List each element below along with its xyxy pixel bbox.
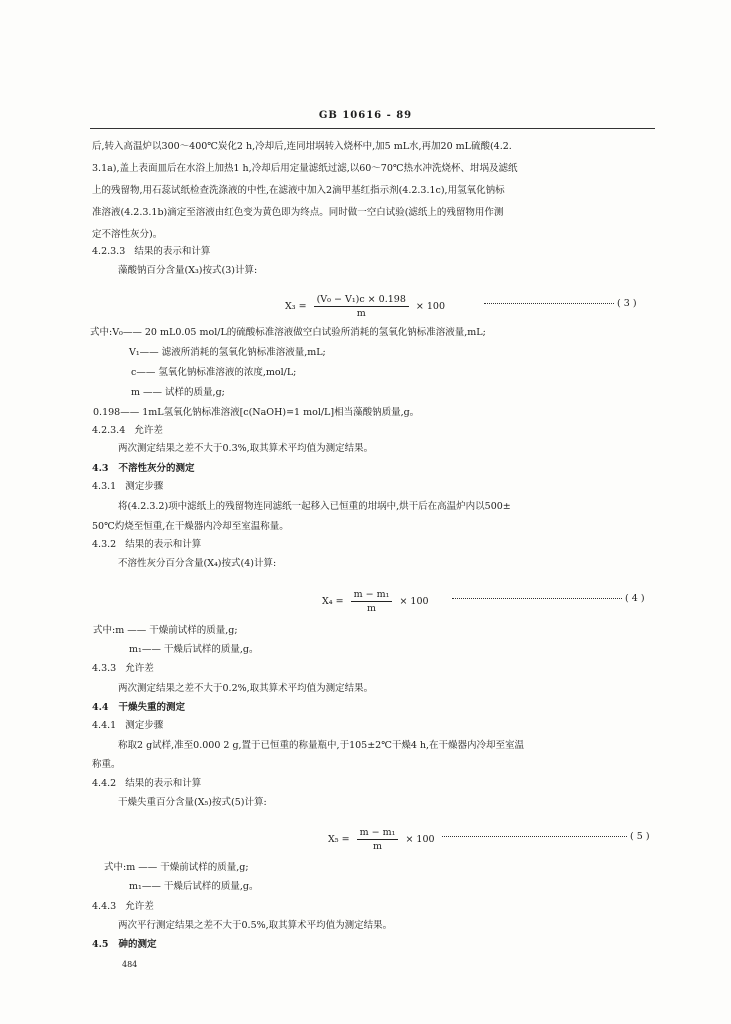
- document-header: GB 10616 - 89: [318, 110, 413, 121]
- section-title: 结果的表示和计算: [125, 539, 202, 550]
- section-title: 干燥失重的测定: [118, 702, 185, 713]
- leader-dots: [452, 598, 622, 599]
- leader-dots: [442, 836, 627, 837]
- section-4-2-3-4-text: 两次测定结果之差不大于0.3%,取其算术平均值为测定结果。: [118, 443, 374, 454]
- section-number: 4.2.3.3: [92, 246, 126, 257]
- section-4-4-1-line: 称取2 g试样,准至0.000 2 g,置于已恒重的称量瓶中,于105±2℃干燥4 h,在干燥器内冷却至室温: [118, 740, 525, 751]
- var-line: 式中:m —— 干燥前试样的质量,g;: [104, 862, 249, 873]
- section-number: 4.5: [92, 939, 109, 950]
- formula-label: ( 4 ): [625, 593, 645, 604]
- section-title: 砷的测定: [118, 939, 157, 950]
- section-number: 4.3.3: [92, 663, 117, 674]
- section-title: 测定步骤: [125, 481, 164, 492]
- section-title: 允许差: [125, 901, 154, 912]
- section-4-3-heading: [92, 460, 194, 474]
- formula-numerator: m − m₁: [357, 826, 399, 840]
- formula-fraction: [314, 293, 409, 320]
- var-line: 式中:m —— 干燥前试样的质量,g;: [93, 625, 238, 636]
- section-4-4-3-text: 两次平行测定结果之差不大于0.5%,取其算术平均值为测定结果。: [118, 920, 393, 931]
- section-4-5-heading: [92, 936, 156, 950]
- section-4-3-1-heading: [92, 478, 163, 492]
- section-4-4-2-text: 干燥失重百分含量(X₅)按式(5)计算:: [118, 797, 267, 808]
- formula-4-leader: [452, 593, 645, 604]
- section-4-3-2-text: 不溶性灰分百分含量(X₄)按式(4)计算:: [118, 558, 277, 569]
- var-line: 0.198—— 1mL氢氧化钠标准溶液[c(NaOH)=1 mol/L]相当藻酸钠质量,g。: [93, 407, 420, 418]
- formula-3: [285, 293, 445, 320]
- formula-tail: × 100: [415, 301, 446, 312]
- section-number: 4.4.1: [92, 720, 117, 731]
- intro-paragraph: [92, 136, 662, 246]
- leader-dots: [484, 303, 614, 304]
- formula-denominator: m: [356, 308, 366, 319]
- var-line: c—— 氢氧化钠标准溶液的浓度,mol/L;: [131, 367, 297, 378]
- intro-line: 后,转入高温炉以300～400℃炭化2 h,冷却后,连同坩埚转入烧杯中,加5 mL水,再加20 mL硫酸(4.2.: [92, 141, 512, 152]
- formula-fraction: [357, 826, 399, 853]
- section-4-4-heading: [92, 699, 185, 713]
- var-line: 式中:V₀—— 20 mL0.05 mol/L的硫酸标准溶液做空白试验所消耗的氢氧化钠标准溶液量,mL;: [90, 327, 486, 338]
- section-number: 4.4: [92, 702, 109, 713]
- page-number: 484: [122, 960, 138, 969]
- formula-lhs: X₄ =: [322, 596, 344, 607]
- intro-line: 准溶液(4.2.3.1b)滴定至溶液由红色变为黄色即为终点。同时做一空白试验(滤纸上的残留物用作测: [92, 207, 504, 218]
- intro-line: 3.1a),盖上表面皿后在水浴上加热1 h,冷却后用定量滤纸过滤,以60～70℃热水冲洗烧杯、坩埚及滤纸: [92, 163, 518, 174]
- section-number: 4.3.2: [92, 539, 117, 550]
- formula-lhs: X₅ =: [328, 834, 350, 845]
- formula-3-leader: [484, 298, 637, 309]
- section-4-2-3-4-heading: [92, 422, 163, 436]
- formula-denominator: m: [367, 603, 377, 614]
- intro-line: 定不溶性灰分)。: [92, 229, 163, 240]
- section-number: 4.2.3.4: [92, 425, 126, 436]
- intro-line: 上的残留物,用石蕊试纸检查洗涤液的中性,在滤液中加入2滴甲基红指示剂(4.2.3.1c),用氢氧化钠标: [92, 185, 505, 196]
- section-4-3-3-text: 两次测定结果之差不大于0.2%,取其算术平均值为测定结果。: [118, 683, 374, 694]
- header-rule: [90, 128, 655, 129]
- section-title: 允许差: [125, 663, 154, 674]
- section-4-3-1-line: 50℃灼烧至恒重,在干燥器内冷却至室温称量。: [92, 521, 289, 532]
- section-title: 结果的表示和计算: [125, 778, 202, 789]
- formula-fraction: [351, 588, 393, 615]
- var-line: m₁—— 干燥后试样的质量,g。: [129, 644, 259, 655]
- formula-denominator: m: [373, 841, 383, 852]
- formula-numerator: (V₀ − V₁)c × 0.198: [314, 293, 409, 307]
- section-title: 允许差: [134, 425, 163, 436]
- formula-numerator: m − m₁: [351, 588, 393, 602]
- section-title: 结果的表示和计算: [134, 246, 211, 257]
- section-number: 4.4.3: [92, 901, 117, 912]
- section-number: 4.3: [92, 463, 109, 474]
- section-4-2-3-3-heading: [92, 243, 210, 257]
- section-title: 测定步骤: [125, 720, 164, 731]
- section-title: 不溶性灰分的测定: [118, 463, 195, 474]
- section-4-3-3-heading: [92, 660, 154, 674]
- formula-lhs: X₃ =: [285, 301, 307, 312]
- section-4-4-1-heading: [92, 717, 163, 731]
- section-4-4-1-line: 称重。: [92, 759, 121, 770]
- formula-5-leader: [442, 831, 650, 842]
- var-line: V₁—— 滤液所消耗的氢氧化钠标准溶液量,mL;: [129, 347, 326, 358]
- formula-4: [322, 588, 429, 615]
- section-4-4-2-heading: [92, 775, 201, 789]
- formula-label: ( 3 ): [617, 298, 637, 309]
- section-4-2-3-3-text: 藻酸钠百分含量(X₃)按式(3)计算:: [118, 265, 258, 276]
- var-line: m₁—— 干燥后试样的质量,g。: [129, 881, 259, 892]
- section-4-3-2-heading: [92, 536, 201, 550]
- formula-tail: × 100: [405, 834, 435, 845]
- section-4-4-3-heading: [92, 898, 154, 912]
- section-4-3-1-line: 将(4.2.3.2)项中滤纸上的残留物连同滤纸一起移入已恒重的坩埚中,烘干后在高温炉内以500±: [118, 501, 511, 512]
- formula-5: [328, 826, 435, 853]
- formula-label: ( 5 ): [630, 831, 650, 842]
- var-line: m —— 试样的质量,g;: [131, 387, 225, 398]
- section-number: 4.4.2: [92, 778, 117, 789]
- formula-tail: × 100: [399, 596, 429, 607]
- section-number: 4.3.1: [92, 481, 117, 492]
